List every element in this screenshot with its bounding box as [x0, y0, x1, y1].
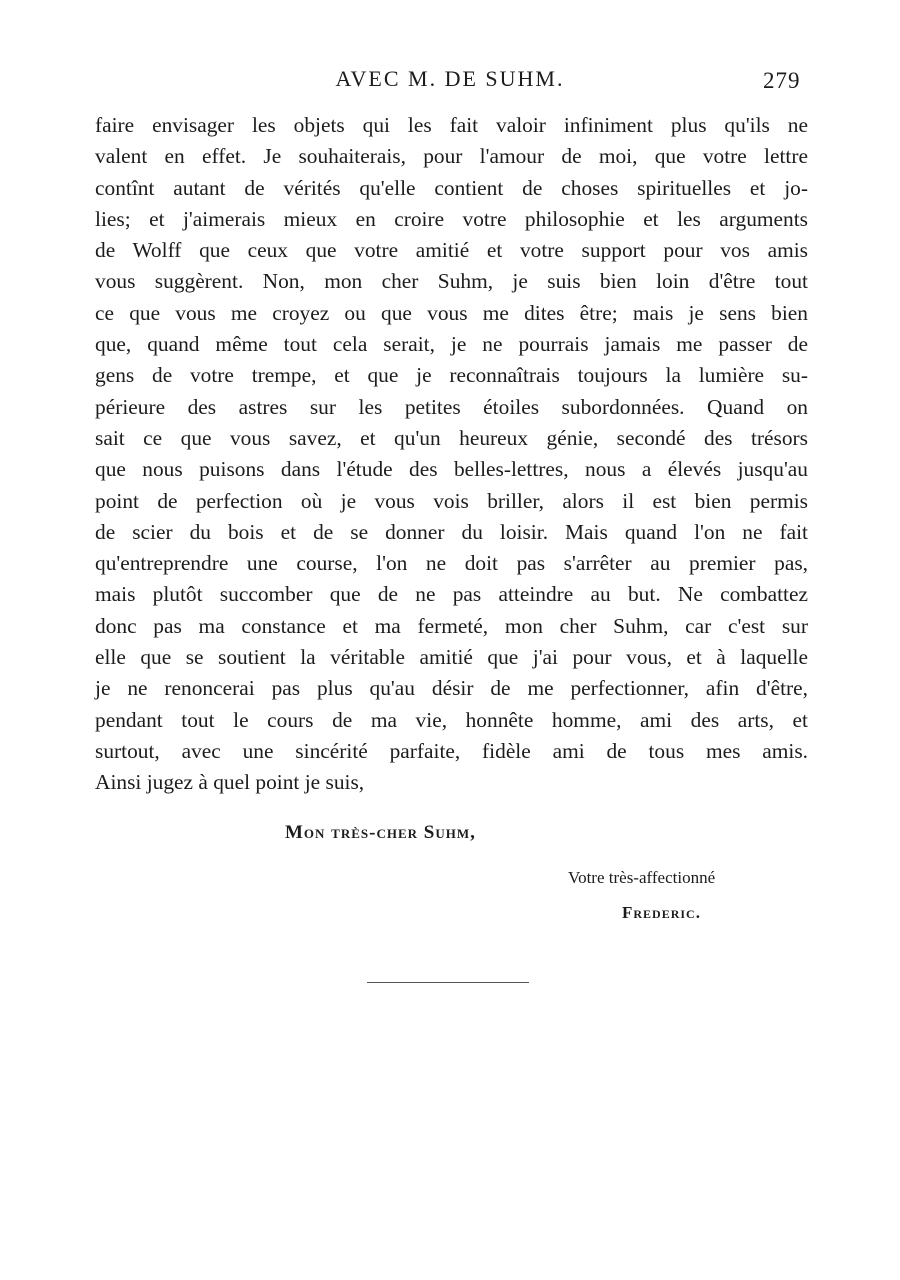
text-line-last: Ainsi jugez à quel point je suis, [95, 770, 365, 795]
text-line: gens de votre trempe, et que je reconnaîtrais toujours la lumière su- [95, 363, 808, 388]
text-line: surtout, avec une sincérité parfaite, fidèle ami de tous mes amis. [95, 738, 808, 763]
text-line: je ne renoncerai pas plus qu'au désir de me perfectionner, afin d'être, [95, 676, 808, 701]
text-line: valent en effet. Je souhaiterais, pour l'amour de moi, que votre lettre [95, 144, 808, 169]
text-line: lies; et j'aimerais mieux en croire votre philosophie et les arguments [95, 206, 808, 231]
text-line: de scier du bois et de se donner du loisir. Mais quand l'on ne fait [95, 519, 808, 544]
text-line: faire envisager les objets qui les fait valoir infiniment plus qu'ils ne [95, 113, 808, 137]
text-line: contînt autant de vérités qu'elle contient de choses spirituelles et jo- [95, 175, 808, 200]
text-line: que nous puisons dans l'étude des belles-lettres, nous a élevés jusqu'au [95, 457, 808, 482]
text-line: périeure des astres sur les petites étoiles subordonnées. Quand on [95, 394, 808, 419]
running-head [0, 64, 900, 96]
text-line: vous suggèrent. Non, mon cher Suhm, je suis bien loin d'être tout [95, 269, 808, 294]
text-line: que, quand même tout cela serait, je ne pourrais jamais me passer de [95, 332, 808, 357]
text-line: point de perfection où je vous vois briller, alors il est bien permis [95, 488, 808, 513]
text-line: sait ce que vous savez, et qu'un heureux génie, secondé des trésors [95, 425, 808, 450]
text-line: ce que vous me croyez ou que vous me dites être; mais je sens bien [95, 300, 808, 325]
text-line: de Wolff que ceux que votre amitié et votre support pour vos amis [95, 238, 808, 263]
page-number: 279 [763, 68, 801, 93]
text-line: elle que se soutient la véritable amitié que j'ai pour vous, et à laquelle [95, 645, 808, 670]
text-line: pendant tout le cours de ma vie, honnête homme, ami des arts, et [95, 707, 808, 732]
valediction: Votre très-affectionné [568, 868, 716, 887]
section-divider [367, 982, 529, 983]
running-title: AVEC M. DE SUHM. [335, 66, 565, 91]
letter-body [95, 110, 808, 799]
text-line: qu'entreprendre une course, l'on ne doit pas s'arrêter au premier pas, [95, 551, 808, 576]
text-line: donc pas ma constance et ma fermeté, mon cher Suhm, car c'est sur [95, 613, 808, 638]
signature: Frederic. [622, 903, 701, 922]
salutation: Mon très-cher Suhm, [285, 822, 476, 843]
text-line: mais plutôt succomber que de ne pas atteindre au but. Ne combattez [95, 582, 808, 607]
